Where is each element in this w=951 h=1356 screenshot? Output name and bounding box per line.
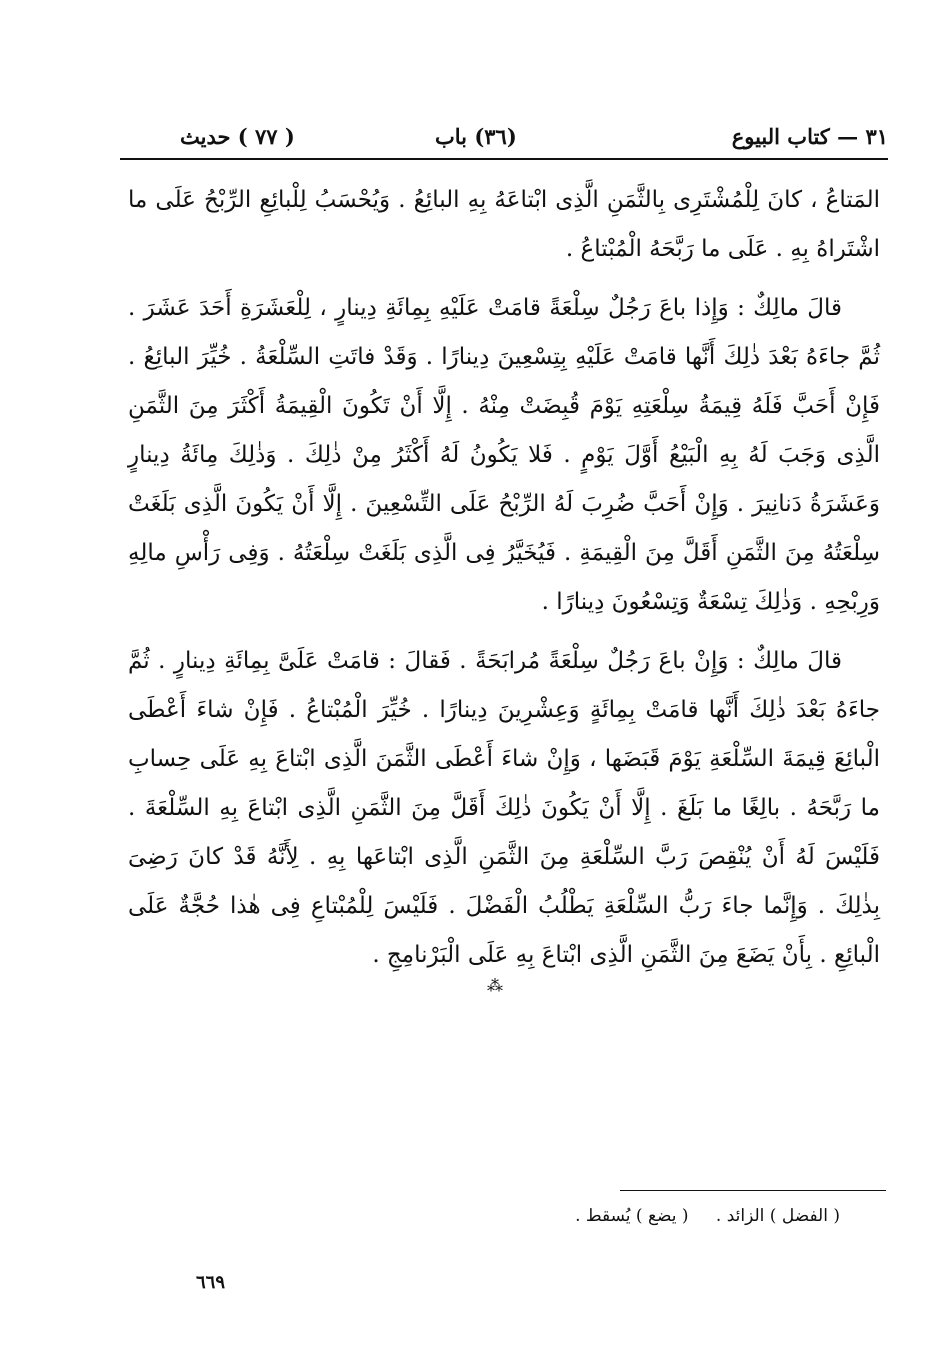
header-divider [120,158,888,160]
footnote-1: ( الفضل ) الزائد . [715,1206,840,1226]
page-number: ٦٦٩ [196,1272,226,1293]
main-text [128,176,880,990]
footnote-2: ( يضع ) يُسقط . [575,1206,689,1226]
footnote-divider [620,1190,886,1191]
header-chapter: (٣٦) باب [435,124,517,149]
paragraph-3: قالَ مالِكٌ : وَإِنْ باعَ رَجُلٌ سِلْعَةً مُرابَحَةً . فَقالَ : قامَتْ عَلَىَّ بِمِائَةِ دِينارٍ . ثُمَّ جاءَهُ بَعْدَ ذٰلِكَ أَنَّها قامَتْ بِمِائَةٍ وَعِشْرِينَ دِينارًا . خُيِّرَ الْمُبْتاعُ . فَإِنْ شاءَ أَعْطَى الْبائِعَ قِيمَةَ السِّلْعَةِ يَوْمَ قَبَضَها ، وَإِنْ شاءَ أَعْطَى الثَّمَنَ الَّذِى ابْتاعَ بِهِ عَلَى حِسابِ ما رَبَّحَهُ . بالِغًا ما بَلَغَ . إِلَّا أَنْ يَكُونَ ذٰلِكَ أَقَلَّ مِنَ الثَّمَنِ الَّذِى ابْتاعَ بِهِ السِّلْعَةَ . فَلَيْسَ لَهُ أَنْ يُنْقِصَ رَبَّ السِّلْعَةِ مِنَ الثَّمَنِ الَّذِى ابْتاعَها بِهِ . لِأَنَّهُ قَدْ كانَ رَضِىَ بِذٰلِكَ . وَإِنَّما جاءَ رَبُّ السِّلْعَةِ يَطْلُبُ الْفَضْلَ . فَلَيْسَ لِلْمُبْتاعِ فِى هٰذا حُجَّةٌ عَلَى الْبائِعِ . بِأَنْ يَضَعَ مِنَ الثَّمَنِ الَّذِى ابْتاعَ بِهِ عَلَى الْبَرْنامِجِ . [128,648,880,968]
running-header [120,120,888,158]
paragraph-1: المَتاعُ ، كانَ لِلْمُشْتَرِى بِالثَّمَنِ الَّذِى ابْتاعَهُ بِهِ البائِعُ . وَيُحْسَبُ لِلْبائِعِ الرِّبْحُ عَلَى ما اشْتَراهُ بِهِ . عَلَى ما رَبَّحَهُ الْمُبْتاعُ . [128,187,880,262]
section-end-ornament: ⁂ [487,976,503,995]
header-hadith-number: ( ٧٧ ) حديث [180,124,295,149]
footnotes [420,1206,840,1226]
header-book-title: ٣١ — كتاب البيوع [731,124,888,149]
paragraph-2: قالَ مالِكٌ : وَإِذا باعَ رَجُلٌ سِلْعَةً قامَتْ عَلَيْهِ بِمِائَةِ دِينارٍ ، لِلْعَشَرَةِ أَحَدَ عَشَرَ . ثُمَّ جاءَهُ بَعْدَ ذٰلِكَ أَنَّها قامَتْ عَلَيْهِ بِتِسْعِينَ دِينارًا . وَقَدْ فاتَتِ السِّلْعَةُ . خُيِّرَ البائِعُ . فَإِنْ أَحَبَّ فَلَهُ قِيمَةُ سِلْعَتِهِ يَوْمَ قُبِضَتْ مِنْهُ . إِلَّا أَنْ تَكُونَ الْقِيمَةُ أَكْثَرَ مِنَ الثَّمَنِ الَّذِى وَجَبَ لَهُ بِهِ الْبَيْعُ أَوَّلَ يَوْمٍ . فَلا يَكُونُ لَهُ أَكْثَرُ مِنْ ذٰلِكَ . وَذٰلِكَ مِائَةُ دِينارٍ وَعَشَرَةُ دَنانِيرَ . وَإِنْ أَحَبَّ ضُرِبَ لَهُ الرِّبْحُ عَلَى التِّسْعِينَ . إِلَّا أَنْ يَكُونَ الَّذِى بَلَغَتْ سِلْعَتُهُ مِنَ الثَّمَنِ أَقَلَّ مِنَ الْقِيمَةِ . فَيُخَيَّرُ فِى الَّذِى بَلَغَتْ سِلْعَتُهُ . وَفِى رَأْسِ مالِهِ وَرِبْحِهِ . وَذٰلِكَ تِسْعَةٌ وَتِسْعُونَ دِينارًا . [128,295,880,615]
